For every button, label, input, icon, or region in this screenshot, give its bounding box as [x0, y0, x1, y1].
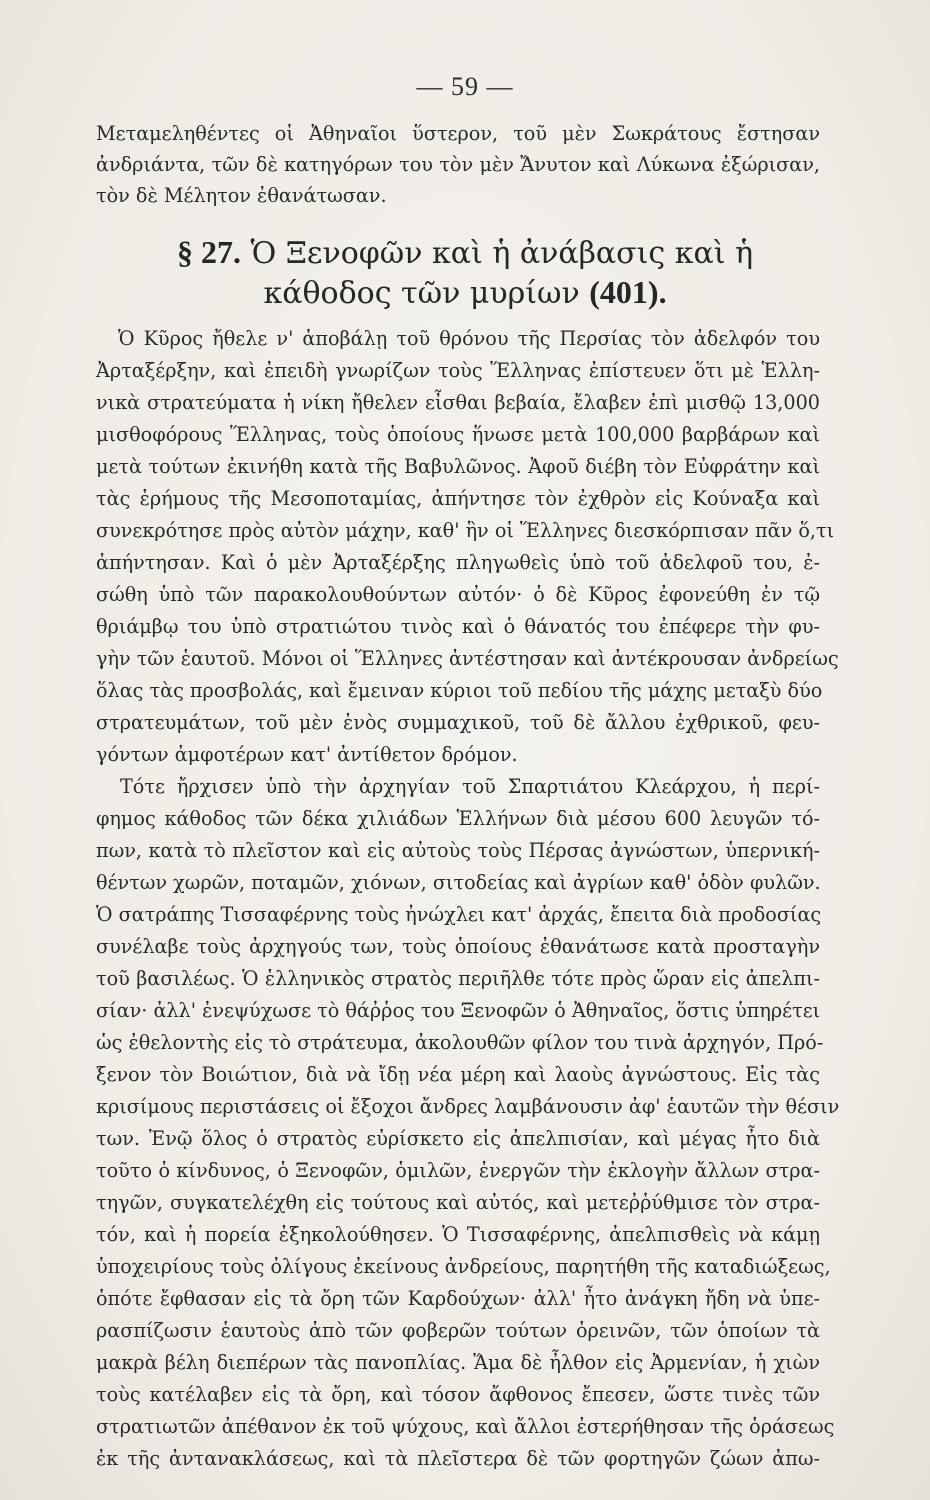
paragraph-line: σίαν· ἀλλ' ἐνεψύχωσε τὸ θάῤῥος του Ξενοφῶν ὁ Ἀθηναῖος, ὅστις ὑπηρέτει — [96, 999, 821, 1022]
paragraph-line: τοῦτο ὁ κίνδυνος, ὁ Ξενοφῶν, ὁμιλῶν, ἐνεργῶν τὴν ἐκλογὴν ἄλλων στρα- — [96, 1159, 820, 1182]
paragraph-line: ρασπίζωσιν ἑαυτοὺς ἀπὸ τῶν φοβερῶν τούτων ὀρεινῶν, τῶν ὁποίων τὰ — [96, 1319, 820, 1342]
intro-line: τὸν δὲ Μέλητον ἐθανάτωσαν. — [96, 184, 387, 207]
paragraph-line: θέντων χωρῶν, ποταμῶν, χιόνων, σιτοδείας καὶ ἀγρίων καθ' ὁδὸν φυλῶν. — [96, 871, 821, 894]
paragraph-line: μετὰ τούτων ἐκινήθη κατὰ τῆς Βαβυλῶνος. Ἀφοῦ διέβη τὸν Εὐφράτην καὶ — [96, 455, 820, 478]
paragraph-line: νικὰ στρατεύματα ἡ νίκη ἤθελεν εἶσθαι βεβαία, ἔλαβεν ἐπὶ μισθῷ 13,000 — [96, 391, 820, 414]
paragraph-line: ὑποχειρίους τοὺς ὀλίγους ἐκείνους ἀνδρείους, παρητήθη τῆς καταδιώξεως, — [96, 1255, 831, 1278]
section-heading-2 — [0, 272, 930, 314]
intro-line: Μεταμεληθέντες οἱ Ἀθηναῖοι ὕστερον, τοῦ μὲν Σωκράτους ἔστησαν — [96, 122, 820, 145]
section-heading — [0, 232, 930, 274]
paragraph-line: Ὁ Κῦρος ἤθελε ν' ἀποβάλῃ τοῦ θρόνου τῆς Περσίας τὸν ἀδελφόν του — [118, 327, 820, 350]
paragraph-line: ἀπήντησαν. Καὶ ὁ μὲν Ἀρταξέρξης πληγωθεὶς ὑπὸ τοῦ ἀδελφοῦ του, ἐ- — [96, 551, 820, 574]
paragraph-line: στρατευμάτων, τοῦ μὲν ἑνὸς συμμαχικοῦ, τοῦ δὲ ἄλλου ἐχθρικοῦ, φευ- — [96, 711, 820, 734]
paragraph-line: Ὁ σατράπης Τισσαφέρνης τοὺς ἠνώχλει κατ' ἀρχάς, ἔπειτα διὰ προδοσίας — [96, 903, 822, 926]
paragraph-line: γὴν τῶν ἑαυτοῦ. Μόνοι οἱ Ἕλληνες ἀντέστησαν καὶ ἀντέκρουσαν ἀνδρείως — [96, 647, 839, 670]
paragraph-line: των. Ἐνῷ ὅλος ὁ στρατὸς εὑρίσκετο εἰς ἀπελπισίαν, καὶ μέγας ἦτο διὰ — [96, 1127, 820, 1150]
paragraph-line: σώθη ὑπὸ τῶν παρακολουθούντων αὐτόν· ὁ δὲ Κῦρος ἐφονεύθη ἐν τῷ — [96, 583, 820, 606]
paragraph-line: ὅλας τὰς προσβολάς, καὶ ἔμειναν κύριοι τοῦ πεδίου τῆς μάχης μεταξὺ δύο — [96, 679, 823, 702]
paragraph-line: τόν, καὶ ἡ πορεία ἐξηκολούθησεν. Ὁ Τισσαφέρνης, ἀπελπισθεὶς νὰ κάμῃ — [96, 1223, 820, 1246]
paragraph-line: θριάμβῳ του ὑπὸ στρατιώτου τινὸς καὶ ὁ θάνατός του ἐπέφερε τὴν φυ- — [96, 615, 820, 638]
paragraph-line: ξενον τὸν Βοιώτιον, διὰ νὰ ἴδῃ νέα μέρη καὶ λαοὺς ἀγνώστους. Εἰς τὰς — [96, 1063, 820, 1086]
paragraph-line: συνέλαβε τοὺς ἀρχηγούς των, τοὺς ὁποίους ἐθανάτωσε κατὰ προσταγὴν — [96, 935, 820, 958]
paragraph-line: γόντων ἀμφοτέρων κατ' ἀντίθετον δρόμον. — [96, 743, 518, 766]
paragraph-line: μισθοφόρους Ἕλληνας, τοὺς ὁποίους ἥνωσε μετὰ 100,000 βαρβάρων καὶ — [96, 423, 820, 446]
intro-line: ἀνδριάντα, τῶν δὲ κατηγόρων του τὸν μὲν Ἄνυτον καὶ Λύκωνα ἐξώρισαν, — [96, 153, 820, 176]
paragraph-line: στρατιωτῶν ἀπέθανον ἐκ τοῦ ψύχους, καὶ ἄλλοι ἐστερήθησαν τῆς ὁράσεως — [96, 1415, 835, 1438]
paragraph-line: ὁπότε ἔφθασαν εἰς τὰ ὄρη τῶν Καρδούχων· ἀλλ' ἦτο ἀνάγκη ἤδη νὰ ὑπε- — [96, 1287, 820, 1310]
section-title-line2: κάθοδος τῶν μυρίων — [263, 276, 580, 311]
paragraph-line: ἐκ τῆς ἀντανακλάσεως, καὶ τὰ πλεῖστερα δὲ τῶν φορτηγῶν ζώων ἀπω- — [96, 1447, 820, 1470]
section-number: § 27. — [176, 234, 241, 270]
paragraph-line: τὰς ἐρήμους τῆς Μεσοποταμίας, ἀπήντησε τὸν ἐχθρὸν εἰς Κούναξα καὶ — [96, 487, 820, 510]
paragraph-line: τηγῶν, συγκατελέχθη εἰς τούτους καὶ αὐτός, καὶ μετεῤῥύθμισε τὸν στρα- — [96, 1191, 820, 1214]
paragraph-line: μακρὰ βέλη διεπέρων τὰς πανοπλίας. Ἅμα δὲ ἦλθον εἰς Ἀρμενίαν, ἡ χιὼν — [96, 1351, 820, 1374]
paragraph-line: ὡς ἐθελοντὴς εἰς τὸ στράτευμα, ἀκολουθῶν φίλον του τινὰ ἀρχηγόν, Πρό- — [96, 1031, 824, 1054]
paragraph-line: τοὺς κατέλαβεν εἰς τὰ ὄρη, καὶ τόσον ἄφθονος ἔπεσεν, ὥστε τινὲς τῶν — [96, 1383, 820, 1406]
paragraph-line: φημος κάθοδος τῶν δέκα χιλιάδων Ἑλλήνων διὰ μέσου 600 λευγῶν τό- — [96, 807, 820, 830]
paragraph-line: Τότε ἤρχισεν ὑπὸ τὴν ἀρχηγίαν τοῦ Σπαρτιάτου Κλεάρχου, ἡ περί- — [120, 775, 820, 798]
page-number: — 59 — — [416, 72, 514, 101]
paragraph-line: Ἀρταξέρξην, καὶ ἐπειδὴ γνωρίζων τοὺς Ἕλληνας ἐπίστευεν ὅτι μὲ Ἑλλη- — [96, 359, 820, 382]
paragraph-line: τοῦ βασιλέως. Ὁ ἑλληνικὸς στρατὸς περιῆλθε τότε πρὸς ὥραν εἰς ἀπελπι- — [96, 967, 820, 990]
section-year: (401). — [589, 274, 667, 310]
paragraph-line: συνεκρότησε πρὸς αὐτὸν μάχην, καθ' ἣν οἱ Ἕλληνες διεσκόρπισαν πᾶν ὅ,τι — [96, 519, 835, 542]
paragraph-line: κρισίμους περιστάσεις οἱ ἔξοχοι ἄνδρες λαμβάνουσιν ἀφ' ἑαυτῶν τὴν θέσιν — [96, 1095, 840, 1118]
paragraph-line: πων, κατὰ τὸ πλεῖστον καὶ εἰς αὐτοὺς τοὺς Πέρσας ἀγνώστων, ὑπερνική- — [96, 839, 820, 862]
section-title-line1: Ὁ Ξενοφῶν καὶ ἡ ἀνάβασις καὶ ἡ — [250, 236, 754, 271]
